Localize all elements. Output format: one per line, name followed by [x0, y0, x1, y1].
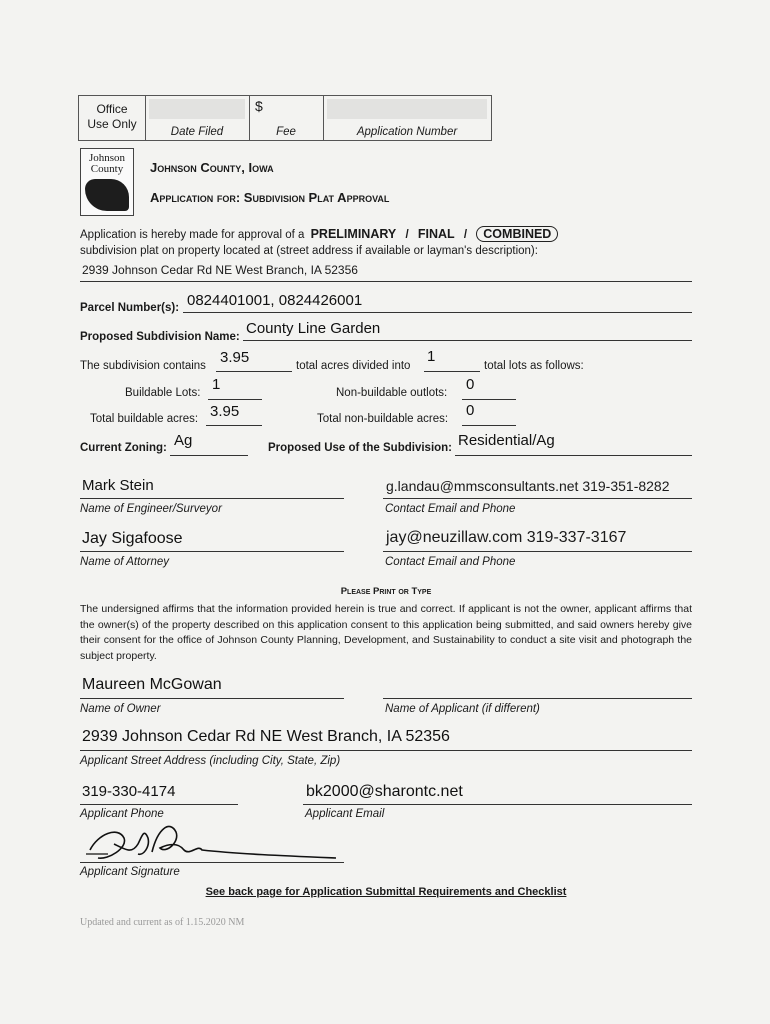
subdivision-name-label: Proposed Subdivision Name:: [80, 331, 240, 343]
attorney-name-value[interactable]: Jay Sigafoose: [82, 530, 183, 547]
please-print-heading: Please Print or Type: [340, 586, 432, 597]
fee-cell[interactable]: [249, 96, 324, 140]
intro-line2: subdivision plat on property located at (street address if available or layman's description):: [80, 245, 538, 257]
updated-note: Updated and current as of 1.15.2020 NM: [80, 917, 245, 928]
current-zoning-label: Current Zoning:: [80, 442, 167, 454]
intro-line1: [80, 227, 558, 241]
attorney-contact-value[interactable]: jay@neuzillaw.com 319-337-3167: [386, 529, 627, 546]
engineer-contact-value[interactable]: g.landau@mmsconsultants.net 319-351-8282: [386, 478, 670, 494]
application-number-caption: Application Number: [356, 126, 458, 138]
separator: /: [463, 229, 468, 241]
intro-text1: Application is hereby made for approval of a: [80, 229, 305, 241]
proposed-use-label: Proposed Use of the Subdivision:: [268, 442, 453, 454]
parcel-value[interactable]: 0824401001, 0824426001: [187, 292, 363, 309]
proposed-use-value[interactable]: Residential/Ag: [458, 432, 555, 449]
engineer-name-value[interactable]: Mark Stein: [82, 477, 154, 494]
divided-value[interactable]: 1: [427, 348, 436, 365]
applicant-signature-image: [78, 814, 348, 868]
separator: /: [405, 229, 409, 241]
application-title: Application for: Subdivision Plat Approval: [150, 190, 390, 205]
total-buildable-acres-value[interactable]: 3.95: [210, 403, 240, 420]
office-use-line1: Office: [96, 102, 128, 116]
applicant-phone-value[interactable]: 319-330-4174: [82, 783, 176, 800]
property-address-value[interactable]: 2939 Johnson Cedar Rd NE West Branch, IA 52356: [82, 263, 358, 277]
option-combined[interactable]: COMBINED: [476, 226, 558, 242]
application-number-cell[interactable]: [323, 96, 491, 140]
affirmation-text: The undersigned affirms that the information provided herein is true and correct. If applicant is not the owner, applicant affirms that the owner(s) of the property described on this application consent to this application being submitted, and said owners hereby give their consent for the office of Johnson County Planning, Development, and Sustainability to conduct a site visit and photograph the subject property.: [80, 603, 692, 662]
office-use-box: [78, 95, 492, 141]
logo-line1: Johnson: [88, 152, 126, 164]
applicant-signature-caption: Applicant Signature: [80, 866, 180, 878]
total-buildable-acres-label: Total buildable acres:: [90, 413, 199, 425]
attorney-contact-caption: Contact Email and Phone: [385, 556, 516, 568]
divided-label: total acres divided into: [296, 360, 411, 372]
county-map-icon: [85, 179, 129, 211]
engineer-contact-caption: Contact Email and Phone: [385, 503, 516, 515]
buildable-lots-value[interactable]: 1: [212, 376, 221, 393]
applicant-email-value[interactable]: bk2000@sharontc.net: [306, 783, 463, 800]
buildable-lots-label: Buildable Lots:: [125, 387, 201, 399]
engineer-name-caption: Name of Engineer/Surveyor: [80, 503, 222, 515]
option-final[interactable]: FINAL: [417, 227, 455, 241]
johnson-county-logo: [80, 148, 134, 216]
logo-line2: County: [90, 163, 124, 175]
owner-name-value[interactable]: Maureen McGowan: [82, 676, 222, 693]
contains-value[interactable]: 3.95: [220, 349, 250, 366]
attorney-name-caption: Name of Attorney: [80, 556, 170, 568]
subdivision-name-value[interactable]: County Line Garden: [246, 320, 381, 337]
contains-label: The subdivision contains: [80, 360, 206, 372]
date-filed-cell[interactable]: [145, 96, 250, 140]
office-use-line2: Use Only: [87, 117, 137, 131]
applicant-phone-caption: Applicant Phone: [80, 808, 164, 820]
lots-label: total lots as follows:: [484, 360, 584, 372]
owner-name-caption: Name of Owner: [80, 703, 161, 715]
applicant-address-caption: Applicant Street Address (including City, State, Zip): [80, 755, 341, 767]
current-zoning-value[interactable]: Ag: [174, 432, 193, 449]
nonbuildable-outlots-label: Non-buildable outlots:: [336, 387, 448, 399]
back-page-link[interactable]: See back page for Application Submittal Requirements and Checklist: [205, 886, 567, 898]
applicant-address-value[interactable]: 2939 Johnson Cedar Rd NE West Branch, IA 52356: [82, 728, 450, 745]
fee-caption: Fee: [276, 126, 296, 138]
fee-symbol: $: [255, 98, 263, 114]
option-preliminary[interactable]: PRELIMINARY: [310, 227, 397, 241]
parcel-label: Parcel Number(s):: [80, 302, 180, 314]
nonbuildable-outlots-value[interactable]: 0: [466, 376, 475, 393]
total-nonbuildable-acres-label: Total non-buildable acres:: [317, 413, 449, 425]
applicant-name-caption: Name of Applicant (if different): [385, 703, 540, 715]
office-use-label-cell: [79, 96, 146, 140]
county-heading: Johnson County, Iowa: [150, 160, 274, 175]
date-filed-caption: Date Filed: [170, 126, 224, 138]
applicant-email-caption: Applicant Email: [305, 808, 385, 820]
total-nonbuildable-acres-value[interactable]: 0: [466, 402, 475, 419]
